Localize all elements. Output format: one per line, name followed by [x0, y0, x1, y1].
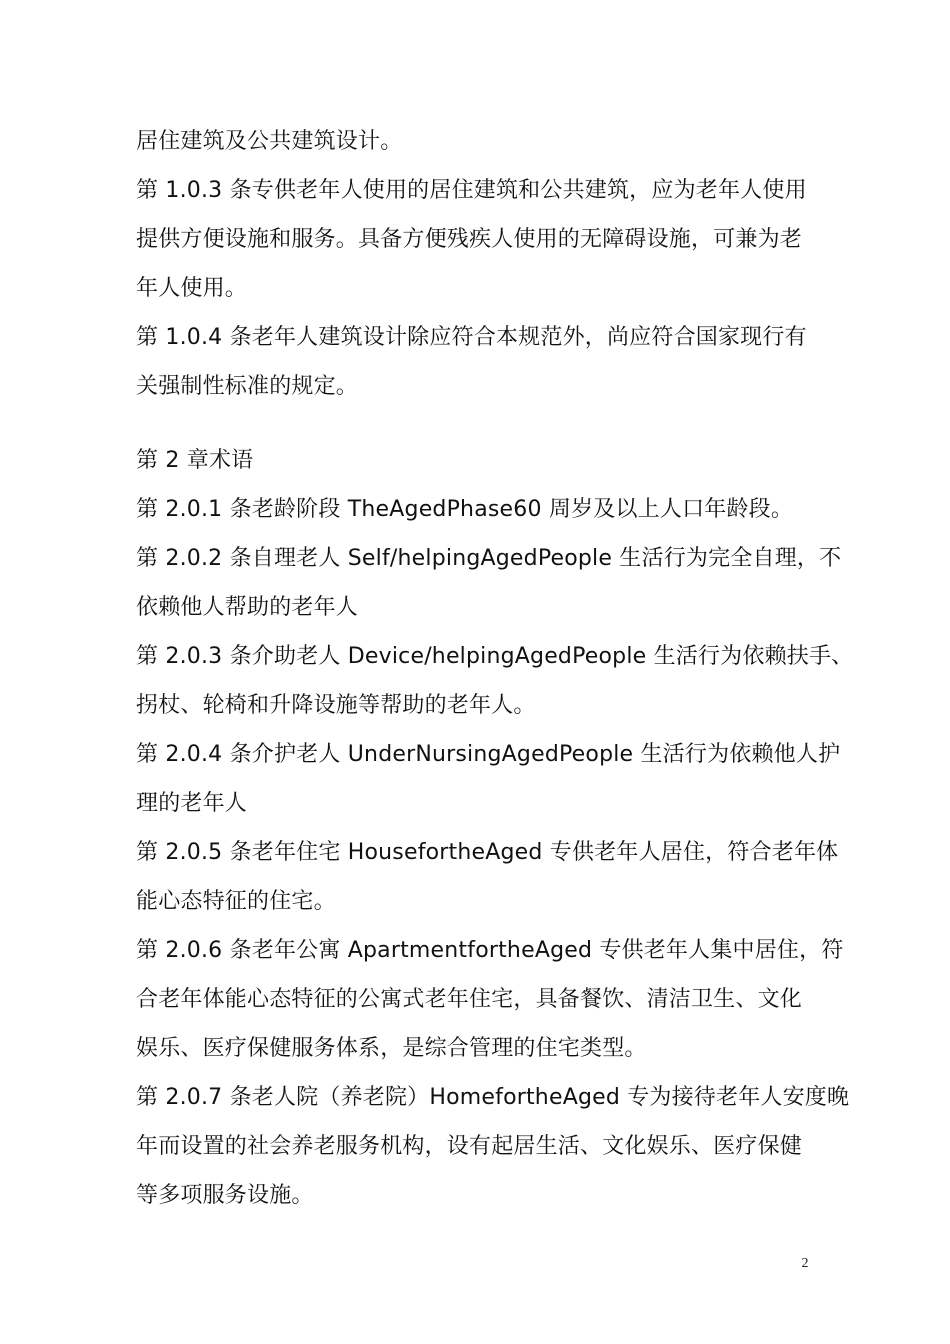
clause-2-0-2-line-2: 依赖他人帮助的老年人: [136, 595, 359, 620]
clause-2-0-7-line-2: 年而设置的社会养老服务机构，设有起居生活、文化娱乐、医疗保健: [136, 1134, 803, 1159]
clause-1-0-4-line-2: 关强制性标准的规定。: [136, 374, 359, 399]
clause-2-0-3-line-1: 第 2.0.3 条介助老人 Device/helpingAgedPeople 生活行为依赖扶手、: [136, 644, 854, 669]
clause-2-0-6-line-1: 第 2.0.6 条老年公寓 ApartmentfortheAged 专供老年人集中居住，符: [136, 938, 844, 963]
clause-2-0-5-line-2: 能心态特征的住宅。: [136, 889, 336, 914]
clause-2-0-5-line-1: 第 2.0.5 条老年住宅 HousefortheAged 专供老年人居住，符合老年体: [136, 840, 839, 865]
page-number: 2: [801, 1256, 809, 1271]
text-line-1: 居住建筑及公共建筑设计。: [136, 129, 403, 154]
clause-1-0-3-line-3: 年人使用。: [136, 276, 248, 301]
clause-2-0-3-line-2: 拐杖、轮椅和升降设施等帮助的老年人。: [136, 693, 536, 718]
clause-1-0-4-line-1: 第 1.0.4 条老年人建筑设计除应符合本规范外，尚应符合国家现行有: [136, 325, 807, 350]
clause-2-0-6-line-2: 合老年体能心态特征的公寓式老年住宅，具备餐饮、清洁卫生、文化: [136, 987, 803, 1012]
section-gap: [136, 411, 826, 436]
clause-2-0-6-line-3: 娱乐、医疗保健服务体系，是综合管理的住宅类型。: [136, 1036, 647, 1061]
clause-2-0-1-line-1: 第 2.0.1 条老龄阶段 TheAgedPhase60 周岁及以上人口年龄段。: [136, 497, 794, 522]
document-body: [136, 117, 854, 1220]
clause-2-0-7-line-3: 等多项服务设施。: [136, 1183, 314, 1208]
clause-2-0-4-line-1: 第 2.0.4 条介护老人 UnderNursingAgedPeople 生活行为依赖他人护: [136, 742, 841, 767]
chapter-2-heading: 第 2 章术语: [136, 448, 254, 473]
clause-1-0-3-line-1: 第 1.0.3 条专供老年人使用的居住建筑和公共建筑，应为老年人使用: [136, 178, 807, 203]
clause-2-0-2-line-1: 第 2.0.2 条自理老人 Self/helpingAgedPeople 生活行为完全自理，不: [136, 546, 842, 571]
clause-2-0-4-line-2: 理的老年人: [136, 791, 248, 816]
clause-1-0-3-line-2: 提供方便设施和服务。具备方便残疾人使用的无障碍设施，可兼为老: [136, 227, 803, 252]
clause-2-0-7-line-1: 第 2.0.7 条老人院（养老院）HomefortheAged 专为接待老年人安度晚: [136, 1085, 850, 1110]
